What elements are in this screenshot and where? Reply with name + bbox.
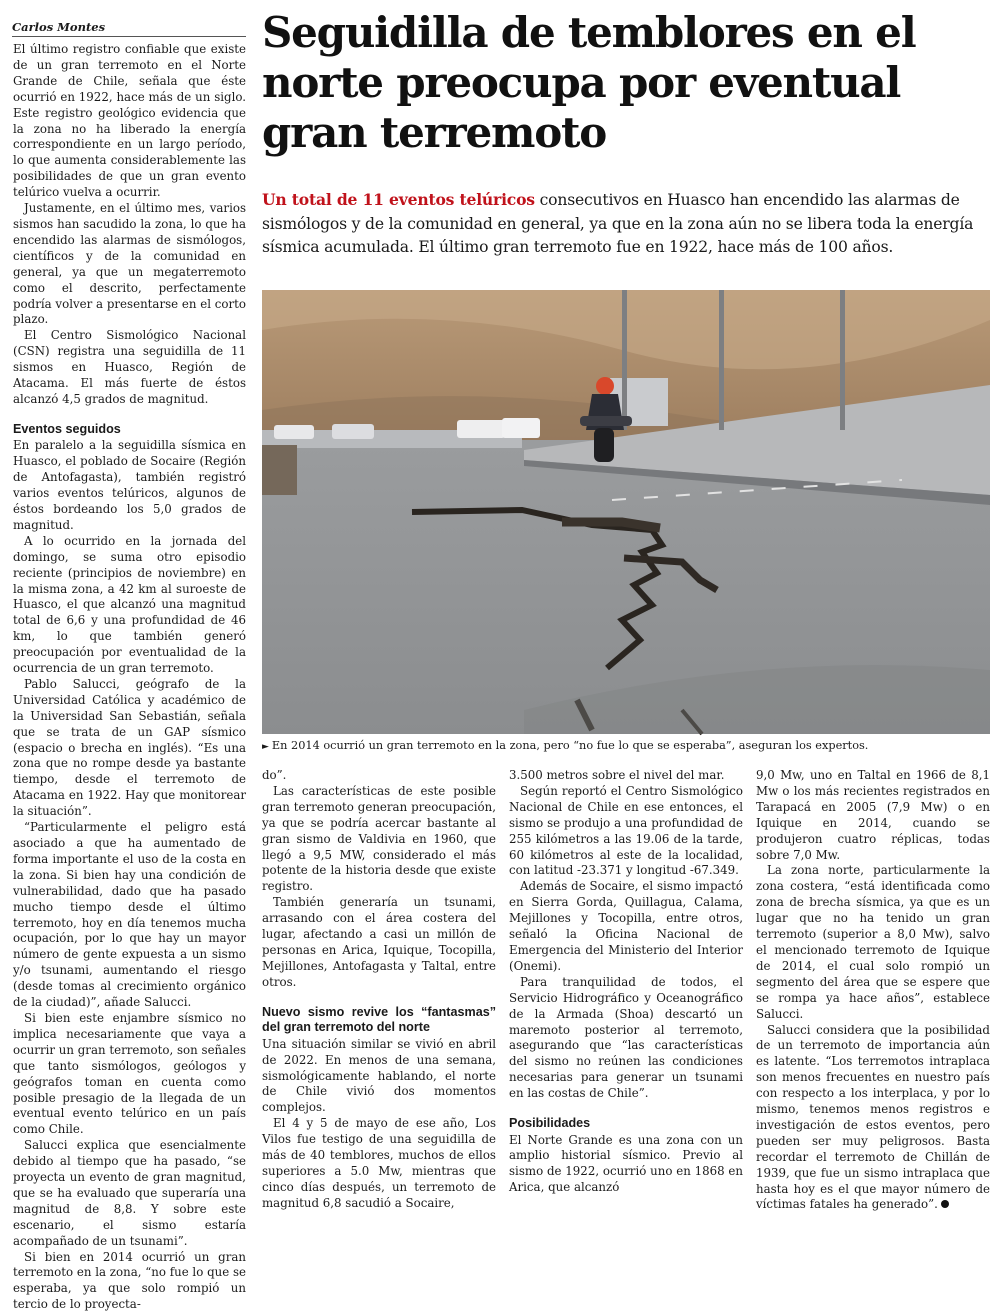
paragraph: 9,0 Mw, uno en Taltal en 1966 de 8,1 Mw o los más recientes registrados en Tarapacá en 2005 (7,9 Mw) o en Iquique en 2014, cuando se produjeron cuatro réplicas, todas sobre 7,0 Mw.	[756, 768, 990, 862]
lead-text: consecutivos en Huasco han encendido las alarmas de sismólogos y de la comunidad en general, ya que en la zona aún no se libera toda la energía sísmica acumulada. El último gran terremoto fue en 1922, hace más de 100 años.	[262, 191, 974, 256]
paragraph: El Norte Grande es una zona con un amplio historial sísmico. Previo al sismo de 1922, ocurrió uno en 1868 en Arica, que alcanzó	[509, 1132, 743, 1195]
paragraph: Una situación similar se vivió en abril de 2022. En menos de una semana, sismológicamente hablando, el norte de Chile vivió dos momentos complejos.	[262, 1036, 496, 1115]
article-column-3	[509, 768, 743, 1195]
paragraph	[756, 1023, 990, 1214]
article-column-1	[13, 42, 246, 1312]
paragraph: La zona norte, particularmente la zona costera, “está identificada como zona de brecha sísmica, ya que es un lugar que no ha tenido un gran terremoto (superior a 8,0 Mw), salvo el mencionado terremoto de Iquique de 2014, el cual solo rompió un segmento del área que se espere que se rompa ya hace años”, establece Salucci.	[756, 863, 990, 1021]
lead-paragraph	[262, 188, 992, 260]
byline	[12, 16, 246, 37]
paragraph: Para tranquilidad de todos, el Servicio Hidrográfico y Oceanográfico de la Armada (Shoa) descartó un maremoto posterior al terremoto, asegurando que “las características del sismo no reúnen las condiciones necesarias para generar un tsunami en las costas de Chile”.	[509, 974, 743, 1101]
subheading: Nuevo sismo revive los “fantasmas” del gran terremoto del norte	[262, 1004, 496, 1035]
paragraph: A lo ocurrido en la jornada del domingo, se suma otro episodio reciente (principios de noviembre) en la misma zona, a 42 km al suroeste de Huasco, el que alcanzó una magnitud total de 6,6 y una profundidad de 46 km, lo que también generó preocupación por eventualidad de la ocurrencia de un gran terremoto.	[13, 533, 246, 676]
lead-highlight: Un total de 11 eventos telúricos	[262, 190, 535, 209]
caption-marker: ►	[262, 742, 269, 752]
paragraph: El último registro confiable que existe de un gran terremoto en el Norte Grande de Chile, señala que éste ocurrió en 1922, hace más de un siglo. Este registro geológico evidencia que la zona no ha liberado la energía correspondiente en un largo período, lo que aumenta considerablemente las posibilidades de que un gran evento telúrico vuelva a ocurrir.	[13, 42, 246, 200]
author-name: Carlos Montes	[12, 20, 106, 34]
paragraph: Si bien este enjambre sísmico no implica necesariamente que vaya a ocurrir un gran terremoto, son señales que tanto sismólogos, geólogos y geógrafos toman en cuenta como posible presagio de la llegada de un eventual evento telúrico en un país como Chile.	[13, 1010, 246, 1137]
paragraph: En paralelo a la seguidilla sísmica en Huasco, el poblado de Socaire (Región de Antofagasta), también registró varios eventos telúricos, algunos de éstos bordeando los 5,0 grados de magnitud.	[13, 438, 246, 532]
paragraph: do”.	[262, 768, 287, 782]
paragraph: Justamente, en el último mes, varios sismos han sacudido la zona, lo que ha encendido las alarmas de sismólogos, científicos y de la comunidad en general, ya que un megaterremoto como el descrito, perfectamente podría volver a presentarse en el corto plazo.	[13, 201, 246, 327]
paragraph: “Particularmente el peligro está asociado a que ha aumentado de forma importante el uso de la costa en la zona. Si bien hay una condición de vulnerabilidad, dado que ha pasado mucho tiempo desde el último terremoto, hoy en día tenemos mucha ocupación, por lo que hay un mayor número de gente expuesta a un sismo y/o tsunami, aumentando el riesgo (desde tomas al crecimiento orgánico de la ciudad)”, añade Salucci.	[13, 820, 246, 1010]
subheading: Posibilidades	[509, 1116, 591, 1131]
photo-illustration	[262, 290, 990, 734]
paragraph: Salucci explica que esencialmente debido al tiempo que ha pasado, “se proyecta un evento de gran magnitud, que se ha evaluado que superaría una magnitud de 8,8. Y sobre este escenario, el sismo estaría acompañado de un tsunami”.	[13, 1138, 246, 1248]
article-column-2	[262, 768, 496, 1210]
paragraph: También generaría un tsunami, arrasando con el área costera del lugar, afectando a casi un millón de personas en Arica, Iquique, Tocopilla, Mejillones, Antofagasta y Taltal, entre otros.	[262, 895, 496, 989]
paragraph: Pablo Salucci, geógrafo de la Universidad Católica y académico de la Universidad San Sebastián, señala que se trata de un GAP sísmico (espacio o brecha en inglés). “Es una zona que no rompe desde ya bastante tiempo, desde el terremoto de Atacama en 1922. Hay que monitorear la situación”.	[13, 676, 246, 819]
end-of-article-mark	[941, 1200, 949, 1208]
paragraph: 3.500 metros sobre el nivel del mar.	[509, 768, 725, 782]
paragraph: Las características de este posible gran terremoto generan preocupación, ya que se podría acercar bastante al gran sismo de Valdivia en 1960, que llegó a 9,5 MW, considerado el más potente de la historia desde que existe registro.	[262, 783, 496, 894]
paragraph-text: Salucci considera que la posibilidad de un terremoto de importancia aún es latente. “Los terremotos intraplaca son menos frecuentes en nuestro país con respecto a los interplaca, y por lo mismo, tenemos menos registros e investigación de estos eventos, pero pueden ser muy peligrosos. Basta recordar el terremoto de Chillán de 1939, que fue un sismo intraplaca que hasta hoy es el que mayor número de víctimas fatales ha generado”.	[756, 1022, 990, 1212]
subheading: Eventos seguidos	[13, 421, 121, 436]
paragraph: Según reportó el Centro Sismológico Nacional de Chile en ese entonces, el sismo se produjo a una profundidad de 255 kilómetros a las 19.06 de la tarde, 60 kilómetros al este de la localidad, con latitud -23.371 y longitud -67.349.	[509, 783, 743, 878]
photo-caption	[262, 739, 992, 754]
paragraph: Si bien en 2014 ocurrió un gran terremoto en la zona, “no fue lo que se esperaba, ya que solo rompió un tercio de lo proyecta-	[13, 1249, 246, 1312]
paragraph: El Centro Sismológico Nacional (CSN) registra una seguidilla de 11 sismos en Huasco, Región de Atacama. El más fuerte de éstos alcanzó 4,5 grados de magnitud.	[13, 328, 246, 406]
article-column-4	[756, 768, 990, 1212]
caption-text: En 2014 ocurrió un gran terremoto en la zona, pero “no fue lo que se esperaba”, aseguran los expertos.	[271, 739, 869, 752]
headline: Seguidilla de temblores en el norte preocupa por eventual gran terremoto	[262, 8, 916, 157]
paragraph: El 4 y 5 de mayo de ese año, Los Vilos fue testigo de una seguidilla de más de 40 temblores, muchos de ellos superiores a 5.0 Mw, mientras que cinco días después, un terremoto de magnitud 6,8 sacudió a Socaire,	[262, 1116, 496, 1210]
paragraph: Además de Socaire, el sismo impactó en Sierra Gorda, Quillagua, Calama, Mejillones y Tocopilla, entre otros, señaló la Oficina Nacional de Emergencia del Ministerio del Interior (Onemi).	[509, 879, 743, 973]
article-photo	[262, 290, 990, 734]
